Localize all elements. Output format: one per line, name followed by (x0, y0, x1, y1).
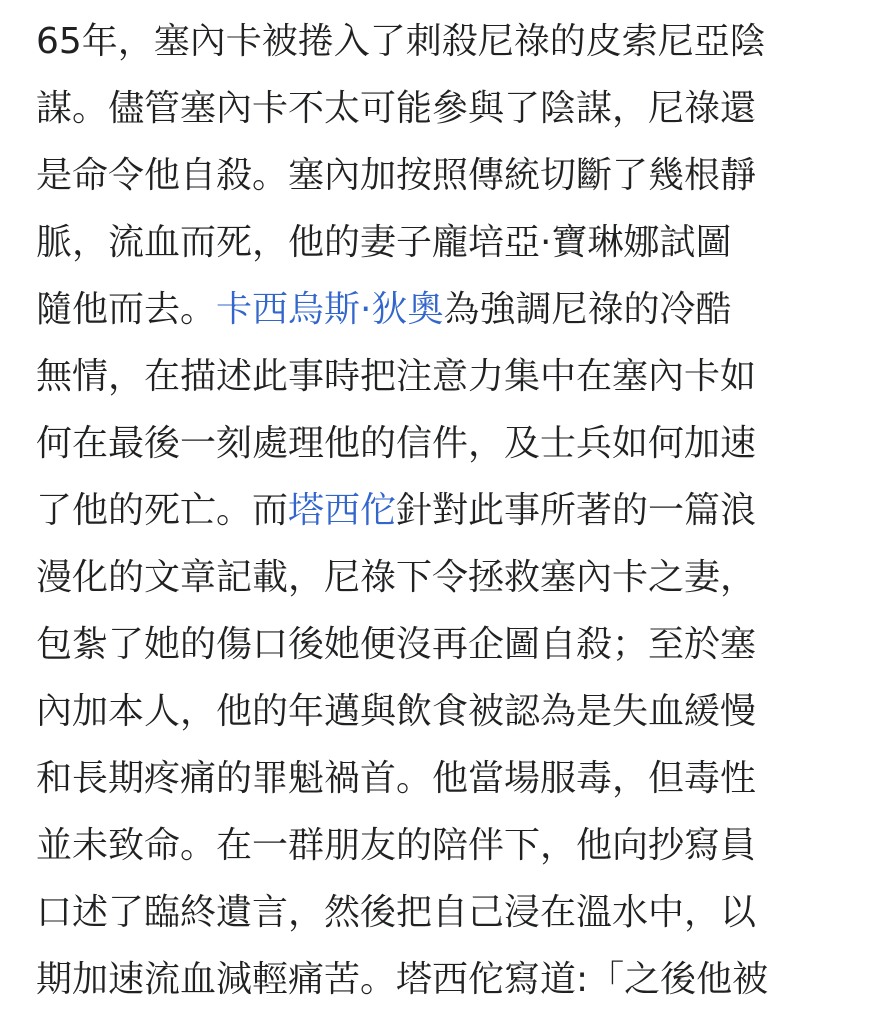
text-line: 謀。儘管塞內卡不太可能參與了陰謀，尼祿還 (36, 88, 757, 129)
link-tacitus[interactable]: 塔西佗 (288, 490, 397, 531)
text-line: 內加本人，他的年邁與飲食被認為是失血緩慢 (36, 691, 757, 732)
text-segment: 隨他而去。 (36, 289, 217, 330)
text-segment: 了他的死亡。而 (36, 490, 289, 531)
text-segment: 針對此事所著的一篇浪 (396, 490, 757, 531)
text-line: 無情，在描述此事時把注意力集中在塞內卡如 (36, 356, 757, 397)
article-body (36, 8, 836, 1013)
text-segment: 為強調尼祿的冷酷 (443, 289, 732, 330)
text-line: 口述了臨終遺言，然後把自己浸在溫水中，以 (36, 892, 757, 933)
text-line (36, 477, 836, 544)
text-line: 漫化的文章記載，尼祿下令拯救塞內卡之妻， (36, 557, 757, 598)
text-line (36, 276, 836, 343)
text-line: 和長期疼痛的罪魁禍首。他當場服毒，但毒性 (36, 758, 757, 799)
text-line: 65年，塞內卡被捲入了刺殺尼祿的皮索尼亞陰 (36, 21, 766, 62)
text-line: 脈，流血而死，他的妻子龐培亞·寶琳娜試圖 (36, 222, 732, 263)
link-cassius-dio[interactable]: 卡西烏斯·狄奧 (216, 289, 444, 330)
text-line: 是命令他自殺。塞內加按照傳統切斷了幾根靜 (36, 155, 757, 196)
text-line: 並未致命。在一群朋友的陪伴下，他向抄寫員 (36, 825, 757, 866)
text-line: 期加速流血減輕痛苦。塔西佗寫道:「之後他被 (36, 959, 769, 1000)
text-line: 包紮了她的傷口後她便沒再企圖自殺；至於塞 (36, 624, 757, 665)
text-line: 何在最後一刻處理他的信件，及士兵如何加速 (36, 423, 757, 464)
